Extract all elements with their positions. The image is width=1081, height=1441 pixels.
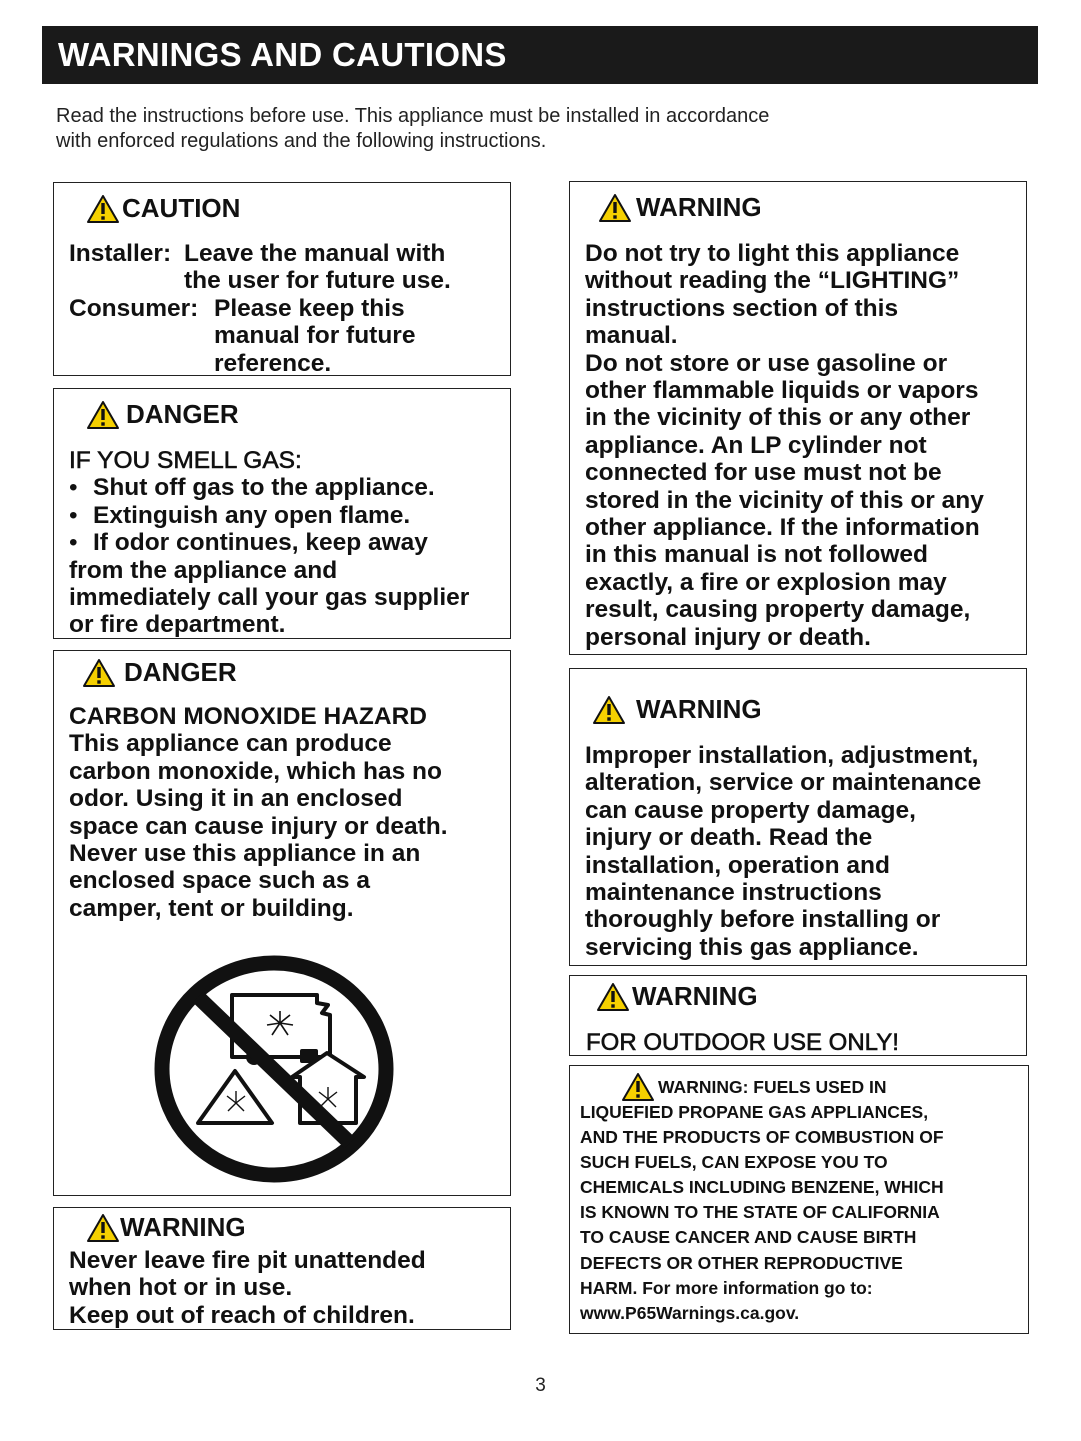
installer-label: Installer: [69,240,172,267]
consumer-text: Please keep this [214,294,405,322]
warning-triangle-icon [596,982,630,1012]
warning-p65-header [620,1072,886,1102]
danger-co-header [82,657,237,688]
no-enclosed-space-prohibition-icon [152,953,396,1190]
co-line: odor. Using it in an enclosed [69,785,403,813]
co-line: camper, tent or building. [69,894,354,922]
warning-heading: WARNING [636,192,762,222]
p65-line: DEFECTS OR OTHER REPRODUCTIVE [580,1252,903,1273]
installation-line: maintenance instructions [585,879,882,907]
warning-heading: WARNING [120,1212,246,1242]
lighting-line: instructions section of this [585,294,899,322]
p65-line: SUCH FUELS, CAN EXPOSE YOU TO [580,1152,888,1173]
p65-line: AND THE PRODUCTS OF COMBUSTION OF [580,1127,944,1148]
warning-heading: WARNING [636,694,762,724]
lighting-line: personal injury or death. [585,623,871,651]
installer-text: the user for future use. [184,267,451,295]
gas-subheading: IF YOU SMELL GAS: [69,447,302,474]
co-line: carbon monoxide, which has no [69,757,442,785]
warning-installation-box [569,668,1027,966]
warning-installation-body [585,742,981,961]
warning-outdoor-box [569,975,1027,1056]
co-line: Never use this appliance in an [69,840,421,868]
warning-unattended-header [86,1212,246,1243]
danger-co-box [53,650,511,1196]
intro-line: Read the instructions before use. This appliance must be installed in accordance [56,105,770,127]
warning-lighting-header [598,192,762,223]
p65-heading: WARNING: FUELS USED IN [658,1076,887,1097]
page-number: 3 [535,1375,546,1396]
consumer-label: Consumer: [69,294,199,322]
p65-line: TO CAUSE CANCER AND CAUSE BIRTH [580,1227,917,1248]
consumer-text: manual for future [214,322,416,350]
danger-heading: DANGER [124,657,237,687]
unattended-line: when hot or in use. [69,1274,293,1302]
danger-gas-header [86,399,239,430]
warning-lighting-box [569,181,1027,655]
gas-bullet: • If odor continues, keep away [69,529,469,556]
gas-continuation: from the appliance and [69,556,338,584]
lighting-line: without reading the “LIGHTING” [585,267,960,295]
page-title: WARNINGS AND CAUTIONS [42,26,1038,84]
lighting-line: connected for use must not be [585,459,942,487]
installation-line: alteration, service or maintenance [585,769,982,797]
unattended-line: Keep out of reach of children. [69,1301,415,1329]
lighting-line: in this manual is not followed [585,541,929,569]
outdoor-text: FOR OUTDOOR USE ONLY! [586,1029,899,1056]
lighting-line: other flammable liquids or vapors [585,377,979,405]
co-line: CARBON MONOXIDE HAZARD [69,703,427,730]
caution-heading: CAUTION [122,193,241,223]
lighting-line: appliance. An LP cylinder not [585,431,927,459]
gas-continuation: or fire department. [69,611,286,639]
p65-line: HARM. For more information go to: [580,1277,873,1298]
lighting-line: result, causing property damage, [585,596,971,624]
p65-line: CHEMICALS INCLUDING BENZENE, WHICH [580,1177,944,1198]
danger-heading: DANGER [126,399,239,429]
lighting-line: in the vicinity of this or any other [585,404,971,432]
p65-line: IS KNOWN TO THE STATE OF CALIFORNIA [580,1202,940,1223]
intro-text [56,104,1016,154]
warning-unattended-box [53,1207,511,1330]
installer-text: Leave the manual with [184,240,446,267]
lighting-line: Do not store or use gasoline or [585,349,948,377]
lighting-line: Do not try to light this appliance [585,240,960,267]
consumer-text: reference. [214,349,332,377]
warning-triangle-icon [86,1213,120,1243]
danger-gas-box [53,388,511,639]
gas-bullet: • Extinguish any open flame. [69,502,469,529]
warning-heading: WARNING [632,981,758,1011]
danger-co-body [69,703,448,922]
installation-line: Improper installation, adjustment, [585,742,979,769]
warning-p65-box [569,1065,1029,1334]
warning-installation-header [592,694,762,725]
p65-link-text: www.P65Warnings.ca.gov. [580,1302,800,1323]
warning-p65-body [580,1100,944,1326]
gas-continuation: immediately call your gas supplier [69,584,470,612]
caution-header [86,193,240,224]
caution-box [53,182,511,376]
co-line: enclosed space such as a [69,867,370,895]
lighting-line: exactly, a fire or explosion may [585,568,947,596]
installation-line: installation, operation and [585,851,890,879]
co-line: This appliance can produce [69,730,392,758]
unattended-line: Never leave fire pit unattended [69,1247,426,1274]
warning-triangle-icon [598,193,632,223]
warning-unattended-body [69,1247,426,1329]
installation-line: thoroughly before installing or [585,906,941,934]
p65-line: LIQUEFIED PROPANE GAS APPLIANCES, [580,1102,929,1122]
installation-line: can cause property damage, [585,796,916,824]
warning-triangle-icon [620,1072,656,1102]
intro-line: with enforced regulations and the following instructions. [56,130,547,152]
lighting-line: stored in the vicinity of this or any [585,486,984,514]
danger-gas-body [69,447,469,639]
installation-line: injury or death. Read the [585,824,873,852]
warning-triangle-icon [592,695,626,725]
installer-line [69,240,451,267]
warning-outdoor-header [596,981,758,1012]
caution-body [69,240,451,377]
gas-bullet: • Shut off gas to the appliance. [69,474,469,501]
installation-line: servicing this gas appliance. [585,933,919,961]
warning-triangle-icon [86,194,120,224]
lighting-line: other appliance. If the information [585,514,980,542]
warning-triangle-icon [82,658,116,688]
consumer-line [69,295,451,322]
lighting-line: manual. [585,322,678,350]
warning-lighting-body [585,240,984,651]
warning-triangle-icon [86,400,120,430]
co-line: space can cause injury or death. [69,812,448,840]
